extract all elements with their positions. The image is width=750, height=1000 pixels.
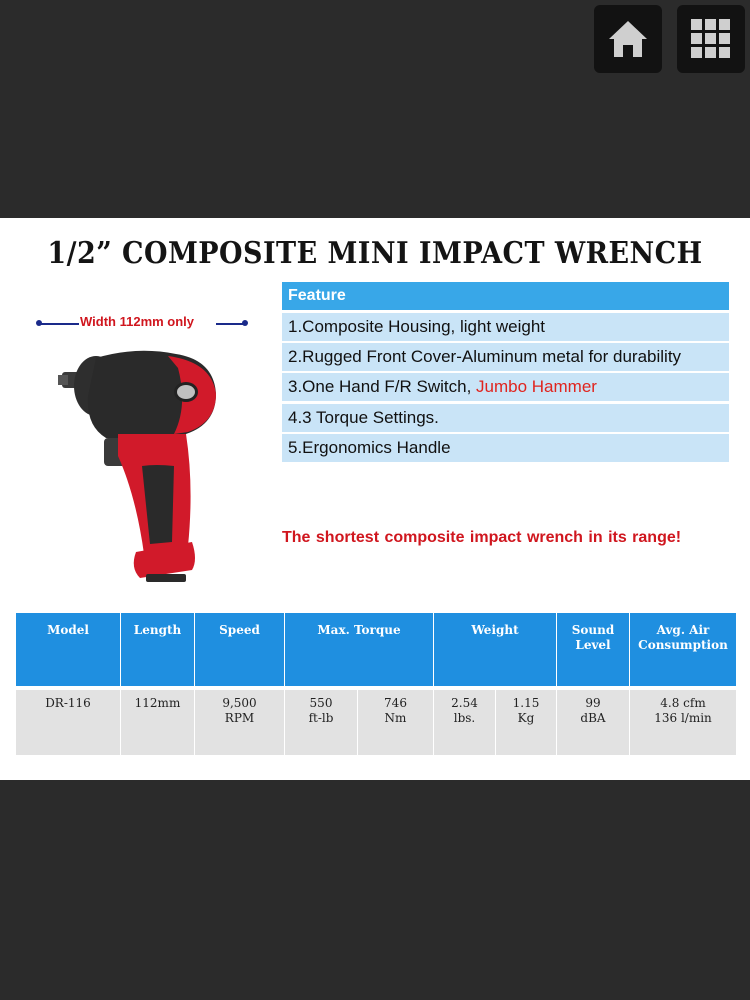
header-weight: Weight bbox=[434, 613, 557, 689]
cell-weight-kg: 1.15 Kg bbox=[496, 688, 557, 756]
cell-torque-ftlb: 550 ft-lb bbox=[285, 688, 358, 756]
feature-item: 3.One Hand F/R Switch, Jumbo Hammer bbox=[282, 373, 729, 401]
table-row bbox=[16, 688, 737, 756]
header-model: Model bbox=[16, 613, 121, 689]
cell-length: 112mm bbox=[121, 688, 195, 756]
impact-wrench-image bbox=[56, 346, 236, 591]
width-note bbox=[36, 314, 248, 332]
width-note-text: Width 112mm only bbox=[80, 314, 195, 329]
header-sound-level: Sound Level bbox=[557, 613, 630, 689]
cell-weight-lbs: 2.54 lbs. bbox=[434, 688, 496, 756]
grid-menu-button[interactable] bbox=[677, 5, 745, 73]
product-panel bbox=[0, 218, 750, 780]
cell-air: 4.8 cfm 136 l/min bbox=[630, 688, 737, 756]
header-speed: Speed bbox=[195, 613, 285, 689]
grid-menu-icon bbox=[689, 17, 733, 61]
feature-item: 4.3 Torque Settings. bbox=[282, 404, 729, 432]
home-icon bbox=[607, 19, 649, 59]
feature-item: 5.Ergonomics Handle bbox=[282, 434, 729, 462]
cell-sound: 99 dBA bbox=[557, 688, 630, 756]
dimension-dot-right bbox=[242, 320, 248, 326]
header-length: Length bbox=[121, 613, 195, 689]
cell-speed: 9,500 RPM bbox=[195, 688, 285, 756]
dimension-line-right bbox=[216, 323, 244, 325]
slogan: The shortest composite impact wrench in its range! bbox=[282, 529, 682, 546]
home-button[interactable] bbox=[594, 5, 662, 73]
spec-header-row bbox=[16, 613, 737, 689]
cell-model: DR-116 bbox=[16, 688, 121, 756]
cell-torque-nm: 746 Nm bbox=[358, 688, 434, 756]
dimension-line-left bbox=[39, 323, 79, 325]
header-max-torque: Max. Torque bbox=[285, 613, 434, 689]
header-air-consumption: Avg. Air Consumption bbox=[630, 613, 737, 689]
page-title: 1/2” COMPOSITE MINI IMPACT WRENCH bbox=[47, 236, 703, 271]
feature-item: 2.Rugged Front Cover-Aluminum metal for durability bbox=[282, 343, 729, 371]
feature-item: 1.Composite Housing, light weight bbox=[282, 313, 729, 341]
feature-header: Feature bbox=[282, 282, 729, 310]
spec-table bbox=[15, 612, 737, 756]
